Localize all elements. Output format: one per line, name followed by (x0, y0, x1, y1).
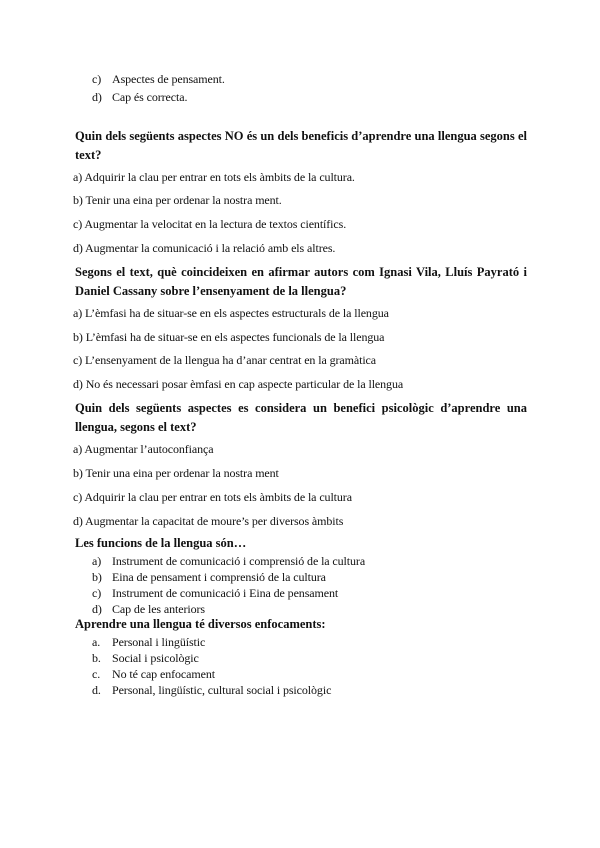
intro-option-c-text: Aspectes de pensament. (112, 72, 225, 86)
q1-option-c: c) Augmentar la velocitat en la lectura de textos científics. (73, 217, 347, 231)
q5-item-c-text: No té cap enfocament (112, 667, 215, 681)
q3-option-a: a) Augmentar l’autoconfiança (73, 442, 214, 456)
q5-item-c (92, 666, 215, 682)
q5-item-d-marker: d. (92, 683, 101, 697)
q4-item-c-marker: c) (92, 586, 102, 600)
q5-item-d-text: Personal, lingüístic, cultural social i psicològic (112, 683, 332, 697)
q4-item-d-text: Cap de les anteriors (112, 602, 205, 616)
q1-option-d: d) Augmentar la comunicació i la relació amb els altres. (73, 241, 336, 255)
q4-item-b-marker: b) (92, 570, 102, 584)
q4-item-b (92, 569, 326, 585)
q5-item-b (92, 650, 199, 666)
q2-option-b: b) L’èmfasi ha de situar-se en els aspectes funcionals de la llengua (73, 330, 385, 344)
intro-option-d (92, 89, 187, 105)
q3-option-b: b) Tenir una eina per ordenar la nostra ment (73, 466, 279, 480)
q4-item-b-text: Eina de pensament i comprensió de la cultura (112, 570, 326, 584)
q5-item-b-marker: b. (92, 651, 101, 665)
question-5: Aprendre una llengua té diversos enfocaments: (75, 617, 326, 631)
q2-option-a: a) L’èmfasi ha de situar-se en els aspectes estructurals de la llengua (73, 306, 389, 320)
q2-option-c: c) L’ensenyament de la llengua ha d’anar centrat en la gramàtica (73, 353, 376, 367)
q5-item-c-marker: c. (92, 667, 101, 681)
q3-option-d: d) Augmentar la capacitat de moure’s per diversos àmbits (73, 514, 344, 528)
question-3: Quin dels següents aspectes es considera un benefici psicològic d’aprendre una llengua, segons el text? (75, 401, 527, 434)
q4-item-d-marker: d) (92, 602, 102, 616)
q4-item-c-text: Instrument de comunicació i Eina de pensament (112, 586, 339, 600)
q4-item-a-marker: a) (92, 554, 102, 568)
question-2: Segons el text, què coincideixen en afirmar autors com Ignasi Vila, Lluís Payrató i Daniel Cassany sobre l’ensenyament de la llengua? (75, 265, 527, 298)
question-4: Les funcions de la llengua són… (75, 536, 247, 550)
q5-item-a (92, 634, 205, 650)
q4-item-c (92, 585, 338, 601)
q4-item-a (92, 553, 365, 569)
q2-option-d: d) No és necessari posar èmfasi en cap aspecte particular de la llengua (73, 377, 404, 391)
intro-option-d-text: Cap és correcta. (112, 90, 188, 104)
question-1: Quin dels següents aspectes NO és un dels beneficis d’aprendre una llengua segons el text? (75, 129, 527, 162)
intro-option-c (92, 71, 225, 87)
q3-option-c: c) Adquirir la clau per entrar en tots els àmbits de la cultura (73, 490, 352, 504)
q5-item-b-text: Social i psicològic (112, 651, 199, 665)
q4-item-a-text: Instrument de comunicació i comprensió de la cultura (112, 554, 366, 568)
intro-option-c-marker: c) (92, 72, 102, 86)
q5-item-d (92, 682, 331, 698)
q1-option-b: b) Tenir una eina per ordenar la nostra ment. (73, 193, 282, 207)
q1-option-a: a) Adquirir la clau per entrar en tots els àmbits de la cultura. (73, 170, 355, 184)
q5-item-a-text: Personal i lingüístic (112, 635, 206, 649)
q5-item-a-marker: a. (92, 635, 101, 649)
intro-option-d-marker: d) (92, 90, 102, 104)
